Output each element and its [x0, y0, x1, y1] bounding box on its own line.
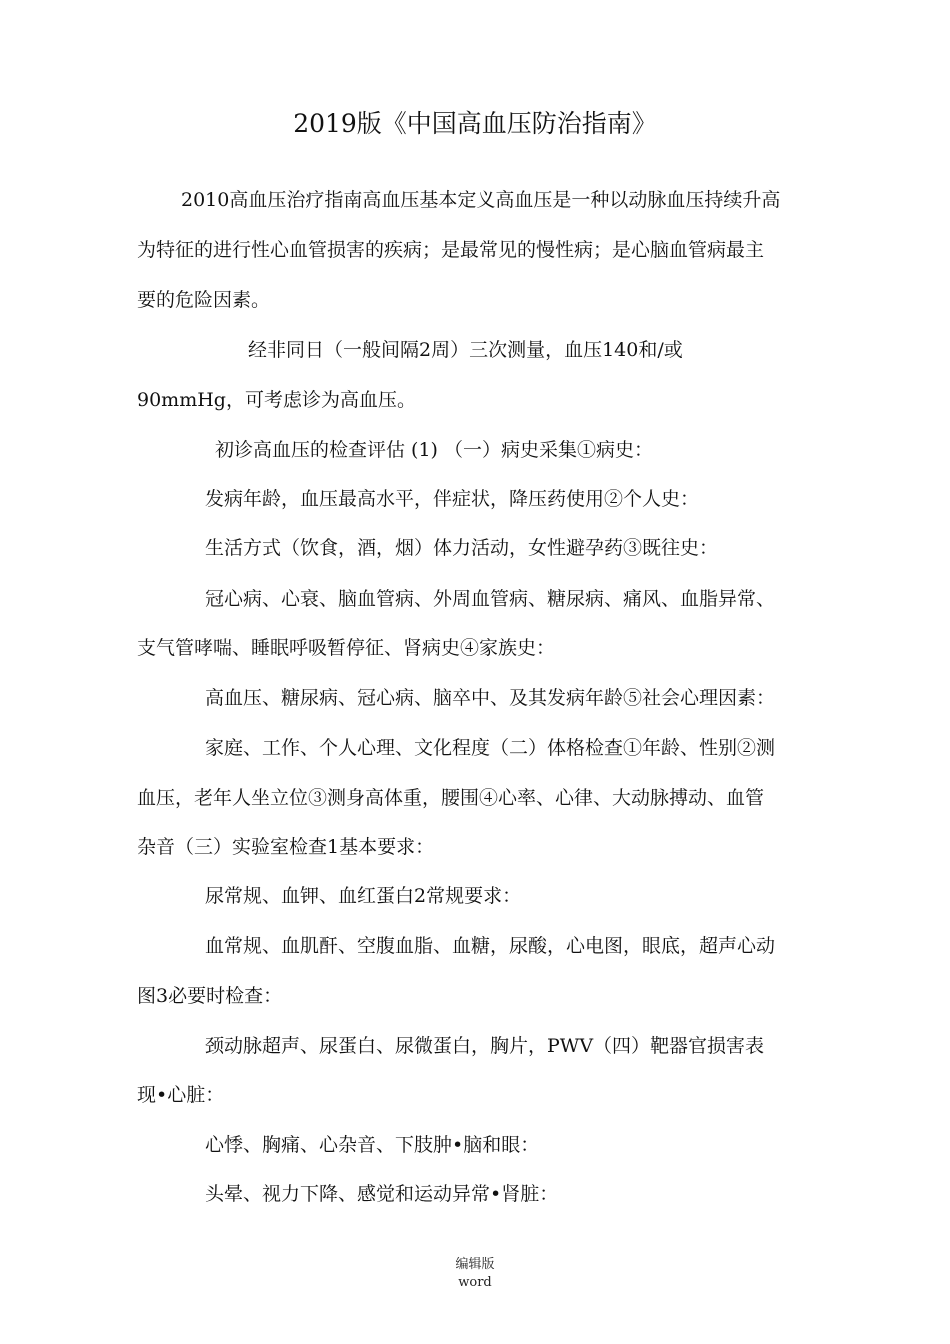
paragraph-line: 头晕、视力下降、感觉和运动异常•肾脏： — [205, 1183, 559, 1205]
paragraph-line: 要的危险因素。 — [137, 289, 271, 311]
paragraph-line: 发病年龄，血压最高水平，伴症状，降压药使用②个人史： — [205, 488, 700, 510]
paragraph-line: 90mmHg，可考虑诊为高血压。 — [137, 389, 416, 411]
footer-label: 编辑版 — [455, 1257, 495, 1272]
paragraph-line: 图3必要时检查： — [137, 985, 283, 1007]
paragraph-line: 为特征的进行性心血管损害的疾病；是最常见的慢性病；是心脑血管病最主 — [137, 239, 765, 261]
document-title: 2019版《中国高血压防治指南》 — [293, 109, 657, 138]
paragraph-line: 血常规、血肌酐、空腹血脂、血糖，尿酸，心电图，眼底，超声心动 — [205, 935, 776, 957]
paragraph-line: 现•心脏： — [137, 1084, 225, 1106]
footer-sublabel: word — [458, 1275, 492, 1290]
paragraph-line: 支气管哮喘、睡眠呼吸暂停征、肾病史④家族史： — [137, 637, 556, 659]
paragraph-line: 2010高血压治疗指南高血压基本定义高血压是一种以动脉血压持续升高 — [181, 189, 781, 211]
paragraph-line: 血压，老年人坐立位③测身高体重，腰围④心率、心律、大动脉搏动、血管 — [137, 787, 765, 809]
paragraph-line: 颈动脉超声、尿蛋白、尿微蛋白，胸片，PWV（四）靶器官损害表 — [205, 1035, 765, 1057]
paragraph-line: 冠心病、心衰、脑血管病、外周血管病、糖尿病、痛风、血脂异常、 — [205, 588, 776, 610]
paragraph-line: 杂音（三）实验室检查1基本要求： — [137, 836, 435, 858]
paragraph-line: 家庭、工作、个人心理、文化程度（二）体格检查①年龄、性别②测 — [205, 737, 776, 759]
paragraph-line: 生活方式（饮食，酒，烟）体力活动，女性避孕药③既往史： — [205, 537, 719, 559]
paragraph-line: 初诊高血压的检查评估 (1) （一）病史采集①病史： — [215, 439, 653, 461]
paragraph-line: 尿常规、血钾、血红蛋白2常规要求： — [205, 885, 522, 907]
paragraph-line: 高血压、糖尿病、冠心病、脑卒中、及其发病年龄⑤社会心理因素： — [205, 687, 776, 709]
paragraph-line: 心悸、胸痛、心杂音、下肢肿•脑和眼： — [205, 1134, 540, 1156]
paragraph-line: 经非同日（一般间隔2周）三次测量，血压140和/或 — [248, 339, 683, 361]
